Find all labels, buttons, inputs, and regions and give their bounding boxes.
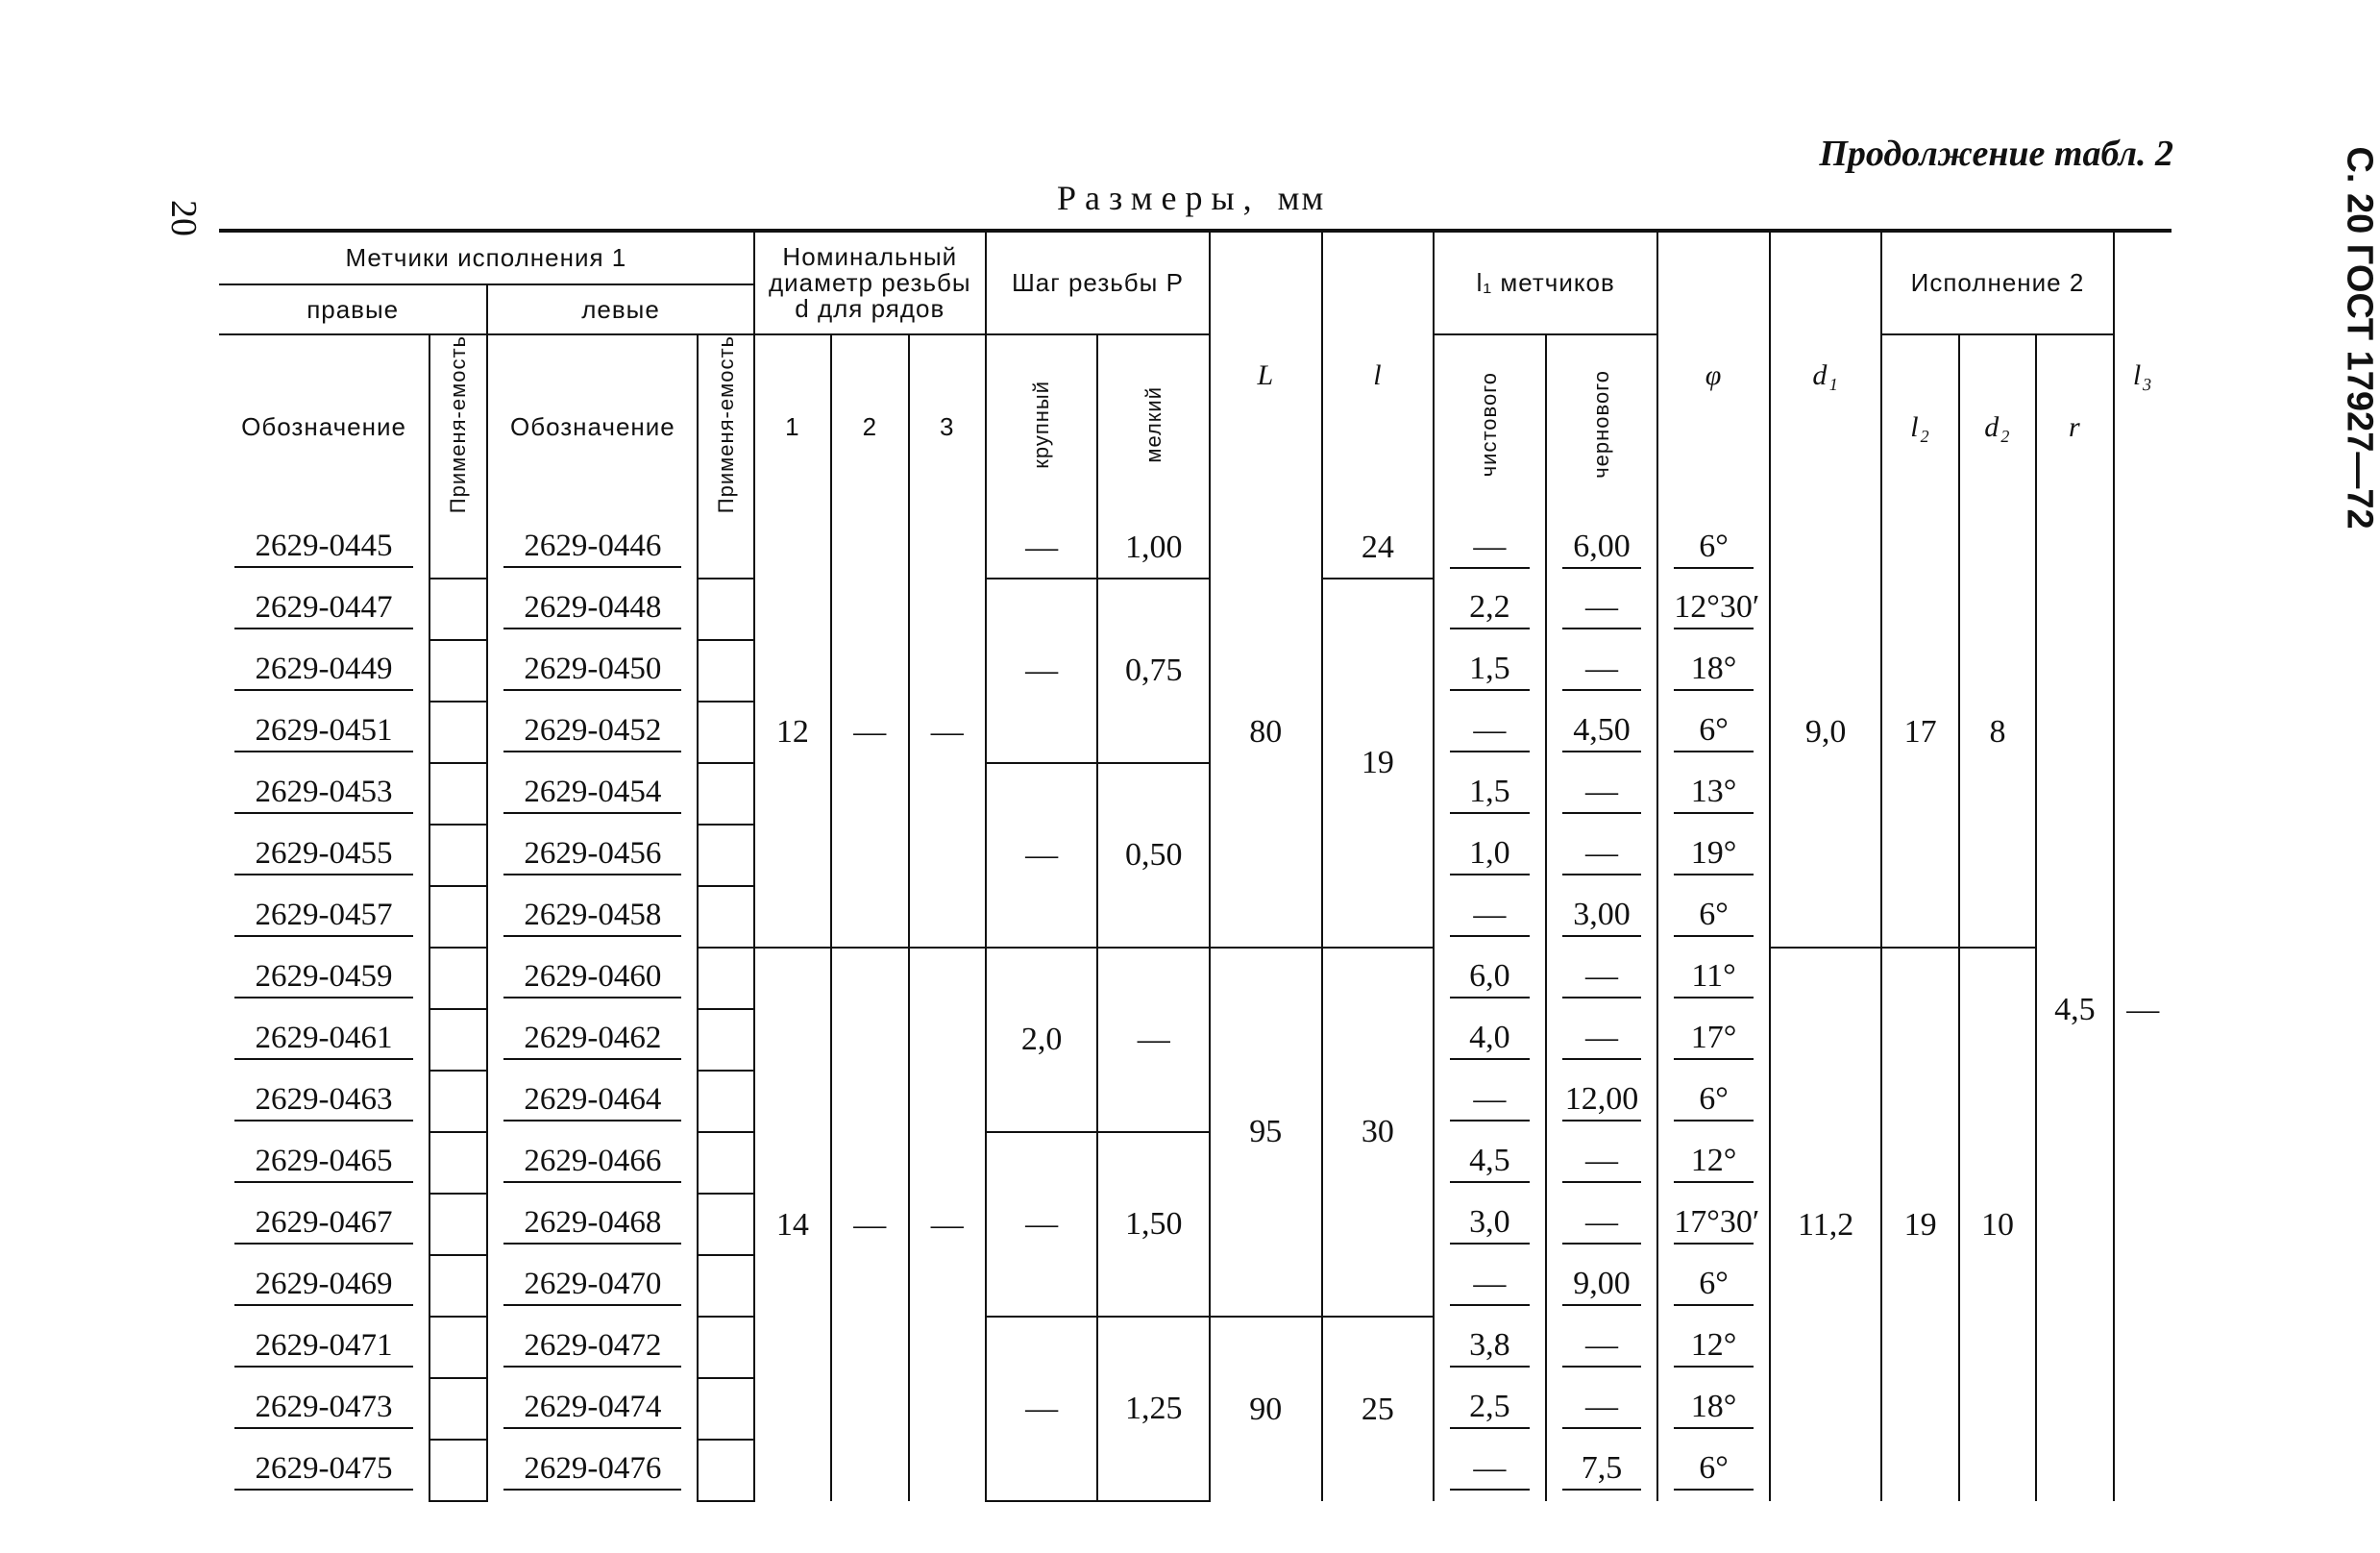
left-applicability [698,1255,753,1317]
header-right-taps: правые [219,284,487,334]
d2-b: 10 [1959,948,2036,1501]
left-designation-value: 2629-0458 [503,898,681,937]
l1-finishing-value: — [1450,529,1530,569]
right-designation-value: 2629-0457 [234,898,413,937]
l1-roughing [1546,1071,1658,1132]
header-l2: l₂ [1881,334,1958,518]
left-designation [487,1194,698,1255]
left-applicability [698,1378,753,1440]
left-applicability [698,1317,753,1378]
phi-value: 6° [1674,529,1754,569]
pitch-fine-c: 0,50 [1097,763,1210,948]
right-designation [219,640,429,702]
pitch-coarse-d: 2,0 [986,948,1098,1132]
phi [1657,1317,1770,1378]
pitch-fine-f: 1,25 [1097,1317,1210,1501]
right-designation [219,1255,429,1317]
header-thread-pitch: Шаг резьбы P [986,231,1210,334]
l1-finishing-value: 6,0 [1450,958,1530,998]
left-designation [487,640,698,702]
left-applicability [698,1071,753,1132]
phi-value: 17° [1674,1020,1754,1060]
l1-finishing [1434,825,1546,886]
left-designation-value: 2629-0470 [503,1267,681,1306]
l1-finishing [1434,886,1546,948]
table-body [219,518,2171,1501]
right-designation-value: 2629-0463 [234,1082,413,1122]
right-designation-value: 2629-0449 [234,652,413,691]
l1-finishing-value: 1,5 [1450,774,1530,814]
l1-roughing [1546,763,1658,825]
right-designation [219,1440,429,1501]
phi-value: 12° [1674,1143,1754,1183]
phi [1657,886,1770,948]
left-designation-value: 2629-0448 [503,590,681,629]
right-designation [219,763,429,825]
l1-roughing-value: — [1562,774,1642,814]
l1-roughing-value: — [1562,1327,1642,1368]
phi-value: 6° [1674,1266,1754,1306]
l1-roughing-value: — [1562,958,1642,998]
header-l1-group: l₁ метчиков [1434,231,1657,334]
left-designation [487,1440,698,1501]
right-applicability [429,1132,487,1194]
header-left-designation: Обозначение [487,334,698,518]
right-applicability [429,518,487,579]
phi-value: 18° [1674,1389,1754,1429]
caption-main: Размеры, [1057,179,1261,217]
phi [1657,1009,1770,1071]
d-row1-14: 14 [754,948,831,1501]
pitch-coarse-b: — [986,579,1098,763]
table-continuation-label: Продолжение табл. 2 [1819,134,2173,174]
l1-roughing-value: 9,00 [1562,1266,1642,1306]
left-designation-value: 2629-0450 [503,652,681,691]
left-applicability [698,702,753,763]
dimensions-table [219,229,2171,1502]
table-row [219,948,2171,1009]
phi-value: 6° [1674,897,1754,937]
header-row-2: 2 [831,334,908,518]
header-fine: мелкий [1097,334,1210,518]
phi-value: 18° [1674,651,1754,691]
d-row1-12: 12 [754,518,831,948]
left-applicability [698,640,753,702]
l1-finishing [1434,518,1546,579]
l1-roughing-value: — [1562,1389,1642,1429]
left-applicability [698,1009,753,1071]
l2-a: 17 [1881,518,1958,948]
l1-finishing-value: — [1450,712,1530,752]
left-applicability [698,825,753,886]
right-designation-value: 2629-0453 [234,775,413,814]
header-coarse: крупный [986,334,1098,518]
left-designation [487,518,698,579]
left-designation-value: 2629-0452 [503,713,681,752]
left-designation-value: 2629-0472 [503,1328,681,1368]
right-applicability [429,948,487,1009]
l1-roughing [1546,948,1658,1009]
l1-roughing-value: — [1562,1020,1642,1060]
l1-finishing-value: 4,5 [1450,1143,1530,1183]
right-designation [219,579,429,640]
right-applicability [429,1378,487,1440]
phi-value: 13° [1674,774,1754,814]
right-applicability [429,702,487,763]
l-b: 19 [1322,579,1435,948]
pitch-fine-a: 1,00 [1097,518,1210,579]
l1-finishing-value: 2,5 [1450,1389,1530,1429]
l1-finishing [1434,579,1546,640]
right-designation [219,948,429,1009]
l1-finishing-value: 3,0 [1450,1204,1530,1245]
l1-roughing-value: — [1562,589,1642,629]
l1-roughing [1546,579,1658,640]
phi [1657,1071,1770,1132]
right-applicability [429,640,487,702]
right-applicability [429,1009,487,1071]
pitch-fine-b: 0,75 [1097,579,1210,763]
l1-roughing [1546,1194,1658,1255]
l1-roughing-value: 7,5 [1562,1450,1642,1491]
l1-roughing [1546,518,1658,579]
phi [1657,702,1770,763]
right-designation-value: 2629-0467 [234,1205,413,1245]
l-c: 30 [1322,948,1435,1317]
dimensions-caption [1057,178,1325,218]
left-designation-value: 2629-0446 [503,529,681,568]
left-designation-value: 2629-0462 [503,1021,681,1060]
left-designation [487,1071,698,1132]
left-designation-value: 2629-0476 [503,1451,681,1491]
l1-roughing [1546,1378,1658,1440]
right-designation-value: 2629-0455 [234,836,413,875]
header-finishing: чистового [1434,334,1546,518]
right-designation-value: 2629-0461 [234,1021,413,1060]
l1-roughing [1546,825,1658,886]
L-a: 80 [1210,518,1322,948]
l1-finishing-value: — [1450,897,1530,937]
d1-b: 11,2 [1770,948,1882,1501]
left-applicability [698,1194,753,1255]
header-d1: d₁ [1770,231,1882,518]
l1-finishing-value: — [1450,1450,1530,1491]
header-d2: d₂ [1959,334,2036,518]
phi-value: 6° [1674,712,1754,752]
phi [1657,1132,1770,1194]
right-applicability [429,1071,487,1132]
l1-finishing [1434,948,1546,1009]
l-a: 24 [1322,518,1435,579]
right-applicability [429,763,487,825]
phi-value: 6° [1674,1450,1754,1491]
l1-finishing-value: 4,0 [1450,1020,1530,1060]
left-designation-value: 2629-0454 [503,775,681,814]
left-designation [487,1009,698,1071]
left-applicability [698,1440,753,1501]
l1-finishing [1434,1378,1546,1440]
phi-value: 17°30′ [1674,1204,1754,1245]
left-designation [487,1317,698,1378]
phi-value: 12°30′ [1674,589,1754,629]
right-designation-value: 2629-0475 [234,1451,413,1491]
header-version2: Исполнение 2 [1881,231,2113,334]
header-phi: φ [1657,231,1770,518]
header-L: L [1210,231,1322,518]
right-designation [219,1194,429,1255]
phi [1657,1440,1770,1501]
l1-finishing-value: — [1450,1266,1530,1306]
phi-value: 11° [1674,958,1754,998]
right-designation [219,1132,429,1194]
phi [1657,1378,1770,1440]
r-value: 4,5 [2036,518,2113,1501]
right-designation-value: 2629-0445 [234,529,413,568]
phi [1657,518,1770,579]
l1-finishing-value: 2,2 [1450,589,1530,629]
right-designation-value: 2629-0451 [234,713,413,752]
header-l3: l₃ [2114,231,2171,518]
l1-finishing [1434,702,1546,763]
header-row-3: 3 [909,334,986,518]
header-roughing: чернового [1546,334,1658,518]
left-designation-value: 2629-0464 [503,1082,681,1122]
l1-finishing [1434,763,1546,825]
l1-roughing [1546,640,1658,702]
left-designation-value: 2629-0474 [503,1390,681,1429]
pitch-fine-d: — [1097,948,1210,1132]
l1-roughing [1546,1317,1658,1378]
right-applicability [429,1440,487,1501]
phi [1657,763,1770,825]
right-applicability [429,825,487,886]
phi-value: 6° [1674,1081,1754,1122]
right-designation-value: 2629-0447 [234,590,413,629]
l2-b: 19 [1881,948,1958,1501]
l1-finishing-value: 3,8 [1450,1327,1530,1368]
phi [1657,825,1770,886]
left-applicability [698,518,753,579]
left-designation-value: 2629-0466 [503,1144,681,1183]
right-applicability [429,886,487,948]
l-d: 25 [1322,1317,1435,1501]
l1-finishing [1434,1194,1546,1255]
l1-roughing-value: — [1562,1204,1642,1245]
right-designation [219,1009,429,1071]
pitch-coarse-c: — [986,763,1098,948]
right-applicability [429,579,487,640]
left-applicability [698,886,753,948]
header-left-applicability: Применя-емость [698,334,753,518]
l1-finishing [1434,1009,1546,1071]
left-designation-value: 2629-0460 [503,959,681,998]
l1-roughing-value: 6,00 [1562,529,1642,569]
left-designation [487,763,698,825]
header-r: r [2036,334,2113,518]
d2-a: 8 [1959,518,2036,948]
pitch-fine-e: 1,50 [1097,1132,1210,1317]
l1-finishing [1434,1071,1546,1132]
right-designation-value: 2629-0459 [234,959,413,998]
left-designation [487,702,698,763]
header-left-taps: левые [487,284,753,334]
right-designation [219,702,429,763]
pitch-coarse-a: — [986,518,1098,579]
l1-roughing-value: 4,50 [1562,712,1642,752]
l1-finishing-value: 1,0 [1450,835,1530,875]
l1-finishing [1434,640,1546,702]
l3-value: — [2114,518,2171,1501]
l1-roughing [1546,1009,1658,1071]
header-right-designation: Обозначение [241,411,406,441]
phi [1657,640,1770,702]
left-designation [487,886,698,948]
left-applicability [698,763,753,825]
right-designation [219,825,429,886]
right-designation-value: 2629-0465 [234,1144,413,1183]
left-designation [487,948,698,1009]
right-designation [219,1317,429,1378]
left-designation [487,825,698,886]
right-designation [219,886,429,948]
left-designation-value: 2629-0468 [503,1205,681,1245]
l1-finishing [1434,1317,1546,1378]
header-row-1: 1 [754,334,831,518]
left-designation [487,1132,698,1194]
d-row2-b: — [831,948,908,1501]
l1-finishing [1434,1255,1546,1317]
page-number: 20 [163,200,204,236]
l1-roughing-value: 12,00 [1562,1081,1642,1122]
standard-header: С. 20 ГОСТ 17927—72 [2339,146,2380,530]
l1-finishing-value: — [1450,1081,1530,1122]
right-applicability [429,1317,487,1378]
l1-roughing-value: — [1562,1143,1642,1183]
header-l: l [1322,231,1435,518]
header-version1-group: Метчики исполнения 1 [219,231,754,284]
l1-roughing-value: 3,00 [1562,897,1642,937]
left-applicability [698,948,753,1009]
d-row2-a: — [831,518,908,948]
right-applicability [429,1255,487,1317]
pitch-coarse-e: — [986,1132,1098,1317]
d1-a: 9,0 [1770,518,1882,948]
phi [1657,1255,1770,1317]
right-designation [219,1378,429,1440]
right-applicability [429,1194,487,1255]
d-row3-a: — [909,518,986,948]
l1-finishing [1434,1132,1546,1194]
left-designation [487,1255,698,1317]
l1-roughing [1546,1255,1658,1317]
right-designation [219,1071,429,1132]
L-c: 90 [1210,1317,1322,1501]
right-designation-value: 2629-0469 [234,1267,413,1306]
left-applicability [698,1132,753,1194]
phi-value: 12° [1674,1327,1754,1368]
d-row3-b: — [909,948,986,1501]
table-row [219,518,2171,579]
l1-roughing [1546,702,1658,763]
l1-roughing [1546,1440,1658,1501]
l1-roughing [1546,1132,1658,1194]
right-designation [219,518,429,579]
pitch-coarse-f: — [986,1317,1098,1501]
left-applicability [698,579,753,640]
left-designation [487,1378,698,1440]
phi [1657,579,1770,640]
left-designation [487,579,698,640]
l1-roughing [1546,886,1658,948]
header-nominal-diameter: Номинальный диаметр резьбы d для рядов [754,231,986,334]
l1-finishing [1434,1440,1546,1501]
l1-finishing-value: 1,5 [1450,651,1530,691]
phi [1657,948,1770,1009]
right-designation-value: 2629-0473 [234,1390,413,1429]
right-designation-value: 2629-0471 [234,1328,413,1368]
l1-roughing-value: — [1562,835,1642,875]
phi-value: 19° [1674,835,1754,875]
phi [1657,1194,1770,1255]
L-b: 95 [1210,948,1322,1317]
header-right-applicability: Применя-емость [429,334,487,518]
left-designation-value: 2629-0456 [503,836,681,875]
l1-roughing-value: — [1562,651,1642,691]
caption-unit: мм [1277,179,1326,217]
